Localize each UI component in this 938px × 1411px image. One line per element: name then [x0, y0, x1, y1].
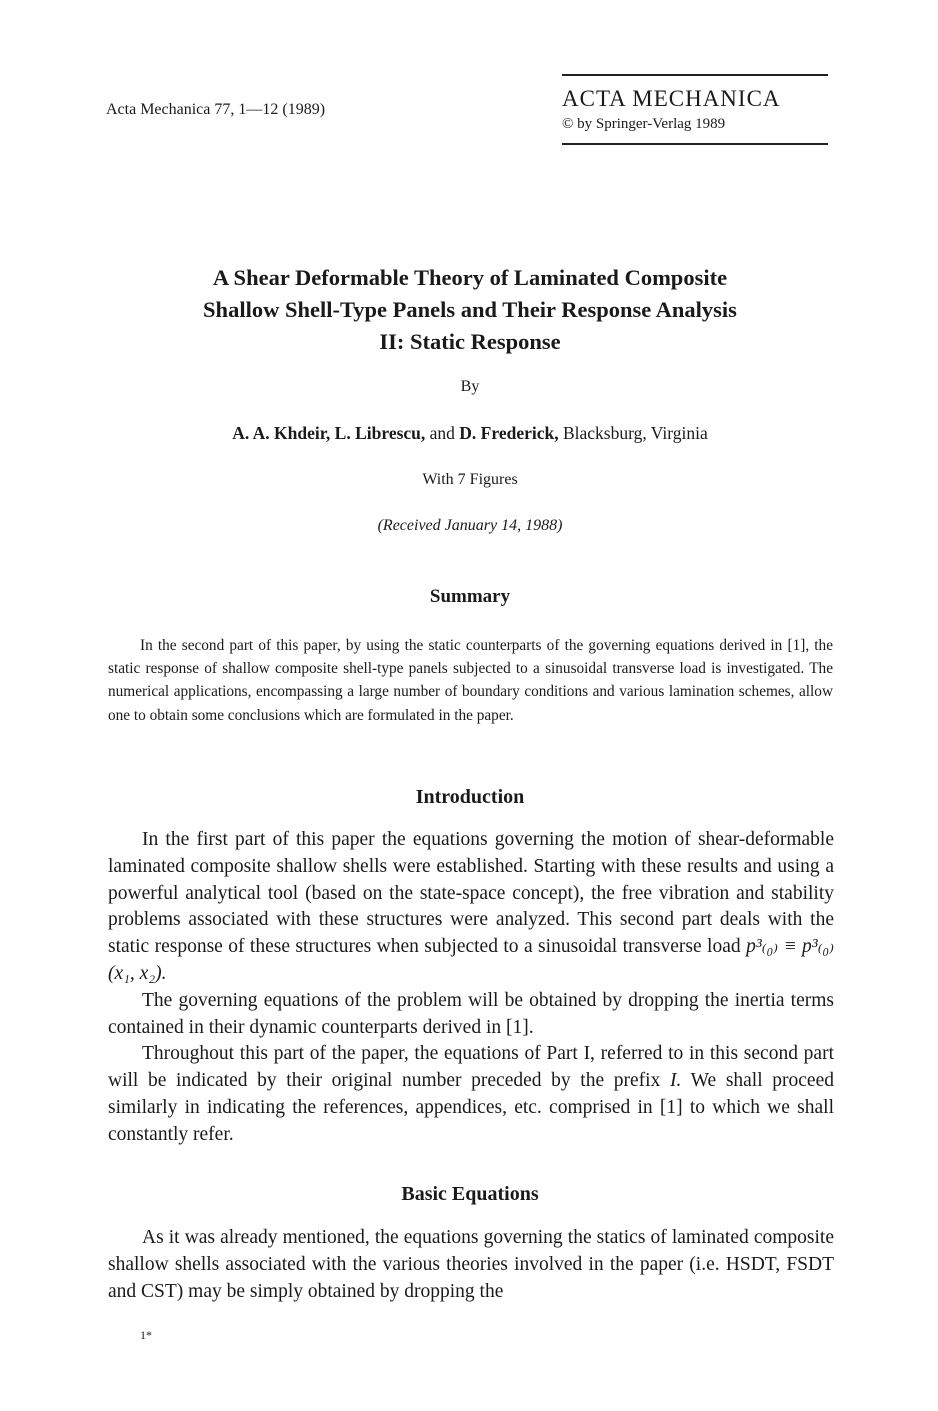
- introduction-body: [108, 827, 834, 1149]
- title-line-3: II: Static Response: [379, 329, 561, 354]
- authors-and: and: [429, 423, 455, 443]
- journal-masthead: [562, 74, 828, 145]
- authors: [106, 423, 834, 444]
- intro-p3-text-b: We shall proceed similarly in indicating the references, appendices, etc. comprised in [1] to which we shall constantly refer.: [108, 1070, 834, 1145]
- intro-paragraph-2: The governing equations of the problem will be obtained by dropping the inertia terms contained in their dynamic counterparts derived in [1].: [108, 989, 834, 1038]
- summary-heading: Summary: [429, 586, 511, 607]
- author-frederick: D. Frederick,: [459, 423, 559, 443]
- paper-title: [106, 262, 834, 358]
- masthead-bottom-rule: [562, 143, 828, 145]
- author-khdeir: A. A. Khdeir,: [232, 423, 331, 443]
- author-location: Blacksburg, Virginia: [562, 423, 708, 443]
- load-formula: p³₍₀₎ ≡ p³₍₀₎(x₁, x₂).: [108, 936, 834, 984]
- basic-paragraph-1: As it was already mentioned, the equations governing the statics of laminated composite shallow shells associated with the various theories involved in the paper (i.e. HSDT, FSDT and CST) may be simply obtained by dropping the: [108, 1227, 834, 1302]
- basic-equations-heading: Basic Equations: [401, 1183, 539, 1205]
- intro-p1-text: In the first part of this paper the equations governing the motion of shear-deformable laminated composite shallow shells were established. Starting with these results and using a powerful analytical tool (based on the state-space concept), the free vibration and stability problems associated with these structures were analyzed. This second part deals with the static response of these structures when subjected to a sinusoidal transverse load: [108, 829, 834, 958]
- prefix-i: I.: [670, 1070, 682, 1092]
- masthead-top-rule: [562, 74, 828, 76]
- introduction-heading: Introduction: [415, 786, 525, 808]
- basic-equations-body: [108, 1225, 834, 1305]
- author-librescu: L. Librescu,: [334, 423, 426, 443]
- journal-citation: Acta Mechanica 77, 1—12 (1989): [106, 101, 326, 118]
- by-line: By: [460, 378, 480, 395]
- received-date: (Received January 14, 1988): [377, 517, 563, 534]
- page-signature: 1*: [140, 1328, 152, 1342]
- intro-paragraph-1: [108, 827, 834, 988]
- journal-copyright: © by Springer-Verlag 1989: [562, 116, 726, 132]
- summary-text: In the second part of this paper, by using the static counterparts of the governing equations derived in [1], the static response of shallow composite shell-type panels subjected to a sinusoidal transverse load is investigated. The numerical applications, encompassing a large number of boundary conditions and various lamination schemes, allow one to obtain some conclusions which are formulated in the paper.: [108, 637, 833, 724]
- intro-paragraph-3: [108, 1041, 834, 1148]
- figures-note: With 7 Figures: [422, 471, 518, 488]
- title-line-1: A Shear Deformable Theory of Laminated Composite: [212, 265, 728, 290]
- journal-name: ACTA MECHANICA: [562, 86, 781, 111]
- title-line-2: Shallow Shell-Type Panels and Their Response Analysis: [203, 297, 737, 322]
- intro-p3-text-a: Throughout this part of the paper, the equations of Part I, referred to in this second part will be indicated by their original number preceded by the prefix: [108, 1043, 834, 1092]
